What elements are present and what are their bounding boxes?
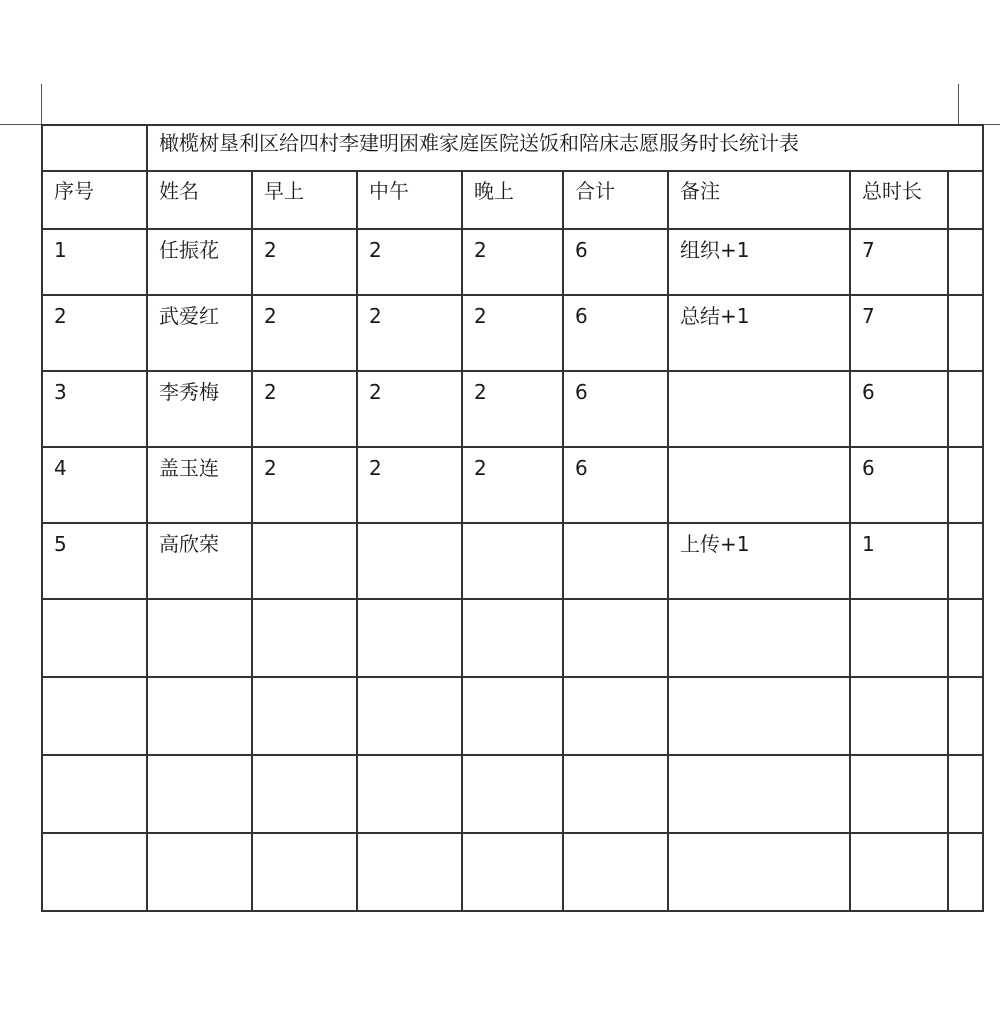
header-cell-remarks[interactable]: 备注 [668, 171, 850, 229]
table-row [42, 833, 983, 911]
table-cell[interactable] [252, 755, 357, 833]
table-row [42, 447, 983, 523]
table-title[interactable]: 橄榄树垦利区给四村李建明困难家庭医院送饭和陪床志愿服务时长统计表 [147, 125, 983, 171]
table-cell[interactable] [563, 677, 668, 755]
table-cell[interactable]: 2 [357, 295, 462, 371]
table-cell[interactable] [563, 833, 668, 911]
table-row [42, 229, 983, 295]
header-row [42, 171, 983, 229]
table-cell[interactable]: 2 [252, 371, 357, 447]
table-cell[interactable]: 6 [563, 447, 668, 523]
table-row [42, 523, 983, 599]
table-cell[interactable]: 盖玉连 [147, 447, 252, 523]
table-cell[interactable]: 总结+1 [668, 295, 850, 371]
table-cell[interactable]: 6 [563, 295, 668, 371]
table-cell[interactable]: 2 [357, 229, 462, 295]
table-cell[interactable]: 高欣荣 [147, 523, 252, 599]
table-cell[interactable] [948, 677, 983, 755]
table-cell[interactable]: 7 [850, 229, 948, 295]
table-cell[interactable] [948, 833, 983, 911]
table-cell[interactable] [948, 755, 983, 833]
table-cell[interactable] [850, 755, 948, 833]
table-cell[interactable] [668, 599, 850, 677]
header-cell-subtotal[interactable]: 合计 [563, 171, 668, 229]
volunteer-hours-table [41, 124, 984, 912]
table-cell[interactable]: 7 [850, 295, 948, 371]
table-cell[interactable] [252, 523, 357, 599]
table-cell[interactable] [563, 599, 668, 677]
page-margin-marker [958, 84, 959, 126]
header-cell-name[interactable]: 姓名 [147, 171, 252, 229]
table-cell[interactable] [462, 677, 563, 755]
table-cell[interactable] [42, 599, 147, 677]
table-cell[interactable] [462, 599, 563, 677]
table-cell[interactable] [357, 833, 462, 911]
page-margin-marker [41, 84, 42, 126]
table-cell[interactable]: 2 [462, 229, 563, 295]
table-cell[interactable] [462, 523, 563, 599]
table-cell[interactable] [462, 755, 563, 833]
table-cell[interactable] [357, 677, 462, 755]
table-cell[interactable]: 6 [563, 371, 668, 447]
table-cell[interactable]: 2 [357, 447, 462, 523]
table-cell[interactable]: 3 [42, 371, 147, 447]
table-cell[interactable]: 6 [563, 229, 668, 295]
table-cell[interactable]: 李秀梅 [147, 371, 252, 447]
table-cell[interactable]: 武爱红 [147, 295, 252, 371]
header-cell-extra[interactable] [948, 171, 983, 229]
table-cell[interactable] [42, 125, 147, 171]
table-cell[interactable]: 2 [462, 295, 563, 371]
table-cell[interactable]: 组织+1 [668, 229, 850, 295]
header-cell-morning[interactable]: 早上 [252, 171, 357, 229]
table-cell[interactable]: 2 [252, 447, 357, 523]
table-cell[interactable] [948, 229, 983, 295]
table-cell[interactable]: 2 [462, 371, 563, 447]
table-cell[interactable] [357, 755, 462, 833]
table-cell[interactable] [948, 523, 983, 599]
table-cell[interactable]: 2 [462, 447, 563, 523]
table-cell[interactable]: 4 [42, 447, 147, 523]
header-cell-index[interactable]: 序号 [42, 171, 147, 229]
table-row [42, 677, 983, 755]
table-cell[interactable]: 2 [357, 371, 462, 447]
table-cell[interactable]: 2 [252, 229, 357, 295]
header-cell-total-hours[interactable]: 总时长 [850, 171, 948, 229]
table-cell[interactable] [563, 755, 668, 833]
table-cell[interactable] [147, 677, 252, 755]
table-cell[interactable]: 6 [850, 371, 948, 447]
table-cell[interactable] [850, 677, 948, 755]
table-row [42, 599, 983, 677]
table-cell[interactable] [948, 371, 983, 447]
table-cell[interactable] [668, 371, 850, 447]
table-cell[interactable] [252, 833, 357, 911]
table-cell[interactable] [668, 677, 850, 755]
table-cell[interactable] [42, 677, 147, 755]
table-cell[interactable] [147, 833, 252, 911]
table-cell[interactable] [850, 833, 948, 911]
table-cell[interactable] [462, 833, 563, 911]
table-cell[interactable]: 1 [42, 229, 147, 295]
table-cell[interactable] [147, 599, 252, 677]
table-cell[interactable]: 上传+1 [668, 523, 850, 599]
table-cell[interactable] [357, 523, 462, 599]
table-cell[interactable]: 2 [42, 295, 147, 371]
table-cell[interactable] [357, 599, 462, 677]
table-cell[interactable] [850, 599, 948, 677]
table-cell[interactable] [42, 755, 147, 833]
table-row [42, 295, 983, 371]
table-cell[interactable] [252, 677, 357, 755]
table-row [42, 371, 983, 447]
page-margin-marker [0, 124, 42, 125]
table-cell[interactable] [668, 447, 850, 523]
table-cell[interactable] [42, 833, 147, 911]
table-cell[interactable]: 5 [42, 523, 147, 599]
table-cell[interactable] [668, 833, 850, 911]
table-cell[interactable]: 1 [850, 523, 948, 599]
header-cell-noon[interactable]: 中午 [357, 171, 462, 229]
header-cell-evening[interactable]: 晚上 [462, 171, 563, 229]
table-row [42, 755, 983, 833]
table-cell[interactable] [563, 523, 668, 599]
table-cell[interactable]: 2 [252, 295, 357, 371]
table-cell[interactable] [252, 599, 357, 677]
title-row [42, 125, 983, 171]
table-cell[interactable] [668, 755, 850, 833]
table-cell[interactable] [948, 599, 983, 677]
table-cell[interactable] [948, 295, 983, 371]
table-cell[interactable]: 任振花 [147, 229, 252, 295]
table-cell[interactable] [147, 755, 252, 833]
table-cell[interactable]: 6 [850, 447, 948, 523]
table-cell[interactable] [948, 447, 983, 523]
